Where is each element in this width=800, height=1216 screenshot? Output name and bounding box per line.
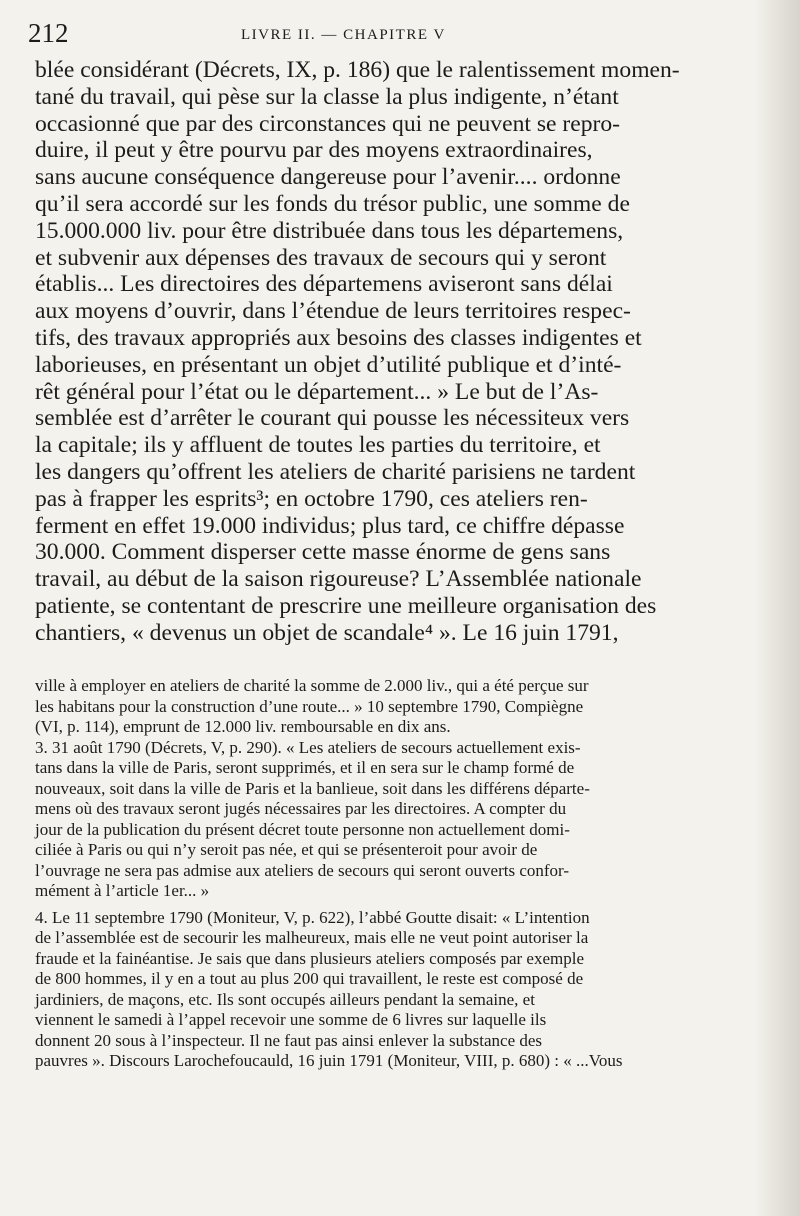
footnote-line: mens où des travaux seront jugés nécessaires par les directoires. A compter du [35,799,567,818]
body-line: patiente, se contentant de prescrire une meilleure organisation des [35,592,657,619]
footnote-line: jardiniers, de maçons, etc. Ils sont occupés ailleurs pendant la semaine, et [35,989,535,1009]
footnote-line: jour de la publication du présent décret toute personne non actuellement domi- [35,819,570,839]
body-line: laborieuses, en présentant un objet d’utilité publique et d’inté- [35,351,622,378]
body-line: sans aucune conséquence dangereuse pour l’avenir.... ordonne [35,164,621,191]
body-line: chantiers, « devenus un objet de scandale⁴ ». Le 16 juin 1791, [35,619,619,646]
footnote-line: 4. Le 11 septembre 1790 (Moniteur, V, p. 622), l’abbé Goutte disait: « L’intention [35,907,590,927]
body-line: et subvenir aux dépenses des travaux de secours qui y seront [35,244,607,271]
body-line: aux moyens d’ouvrir, dans l’étendue de leurs territoires respec- [35,298,631,325]
footnote-line: mément à l’article 1er... » [35,881,210,900]
footnote-line: l’ouvrage ne sera pas admise aux ateliers de secours qui seront ouverts confor- [35,860,570,880]
body-line: la capitale; ils y affluent de toutes les parties du territoire, et [35,432,601,459]
body-line: ferment en effet 19.000 individus; plus tard, ce chiffre dépasse [35,512,625,539]
body-line: semblée est d’arrêter le courant qui pousse les nécessiteux vers [35,405,630,432]
page-number: 212 [28,18,69,48]
running-head: LIVRE II. — CHAPITRE V [241,27,446,43]
body-line: 30.000. Comment disperser cette masse énorme de gens sans [35,539,611,566]
body-line: travail, au début de la saison rigoureuse? L’Assemblée nationale [35,566,642,593]
footnote-line: tans dans la ville de Paris, seront supprimés, et il en sera sur le champ formé de [35,758,575,777]
footnote-line: ville à employer en ateliers de charité la somme de 2.000 liv., qui a été perçue sur [35,676,589,695]
page-edge-shadow [754,0,800,1216]
footnote-line: fraude et la fainéantise. Je sais que dans plusieurs ateliers composés par exemple [35,948,584,968]
body-line: tifs, des travaux appropriés aux besoins des classes indigentes et [35,324,642,351]
body-line: établis... Les directoires des départemens aviseront sans délai [35,271,613,298]
footnotes [35,676,741,1072]
footnote-line: pauvres ». Discours Larochefoucauld, 16 juin 1791 (Moniteur, VIII, p. 680) : « ...Vous [35,1051,623,1070]
footnote-line: donnent 20 sous à l’inspecteur. Il ne faut pas ainsi enlever la substance des [35,1030,543,1050]
footnote-line: ciliée à Paris ou qui n’y seroit pas née, et qui se présenteroit pour avoir de [35,840,538,859]
footnote-line: nouveaux, soit dans la ville de Paris et la banlieue, soit dans les différens départe- [35,778,590,798]
body-line: pas à frapper les esprits³; en octobre 1790, ces ateliers ren- [35,485,588,512]
body-text [35,57,741,647]
body-line: 15.000.000 liv. pour être distribuée dans tous les départemens, [35,217,624,244]
footnote-line: viennent le samedi à l’appel recevoir une somme de 6 livres sur laquelle ils [35,1010,547,1029]
body-line: occasionné que par des circonstances qui ne peuvent se repro- [35,110,621,137]
footnote-line: (VI, p. 114), emprunt de 12.000 liv. remboursable en dix ans. [35,717,451,736]
footnote-line: de l’assemblée est de secourir les malheureux, mais elle ne veut point autoriser la [35,928,589,947]
footnote-line: les habitans pour la construction d’une route... » 10 septembre 1790, Compiègne [35,696,584,716]
body-line: qu’il sera accordé sur les fonds du trésor public, une somme de [35,190,630,217]
body-line: les dangers qu’offrent les ateliers de charité parisiens ne tardent [35,458,636,485]
body-line: tané du travail, qui pèse sur la classe la plus indigente, n’étant [35,83,619,110]
body-line: blée considérant (Décrets, IX, p. 186) que le ralentissement momen- [35,57,680,83]
page-header [28,18,748,48]
footnote-line: 3. 31 août 1790 (Décrets, V, p. 290). « Les ateliers de secours actuellement exis- [35,737,581,757]
body-line: rêt général pour l’état ou le département... » Le but de l’As- [35,378,599,405]
footnote-line: de 800 hommes, il y en a tout au plus 200 qui travaillent, le reste est composé de [35,969,584,988]
body-line: duire, il peut y être pourvu par des moyens extraordinaires, [35,137,593,164]
